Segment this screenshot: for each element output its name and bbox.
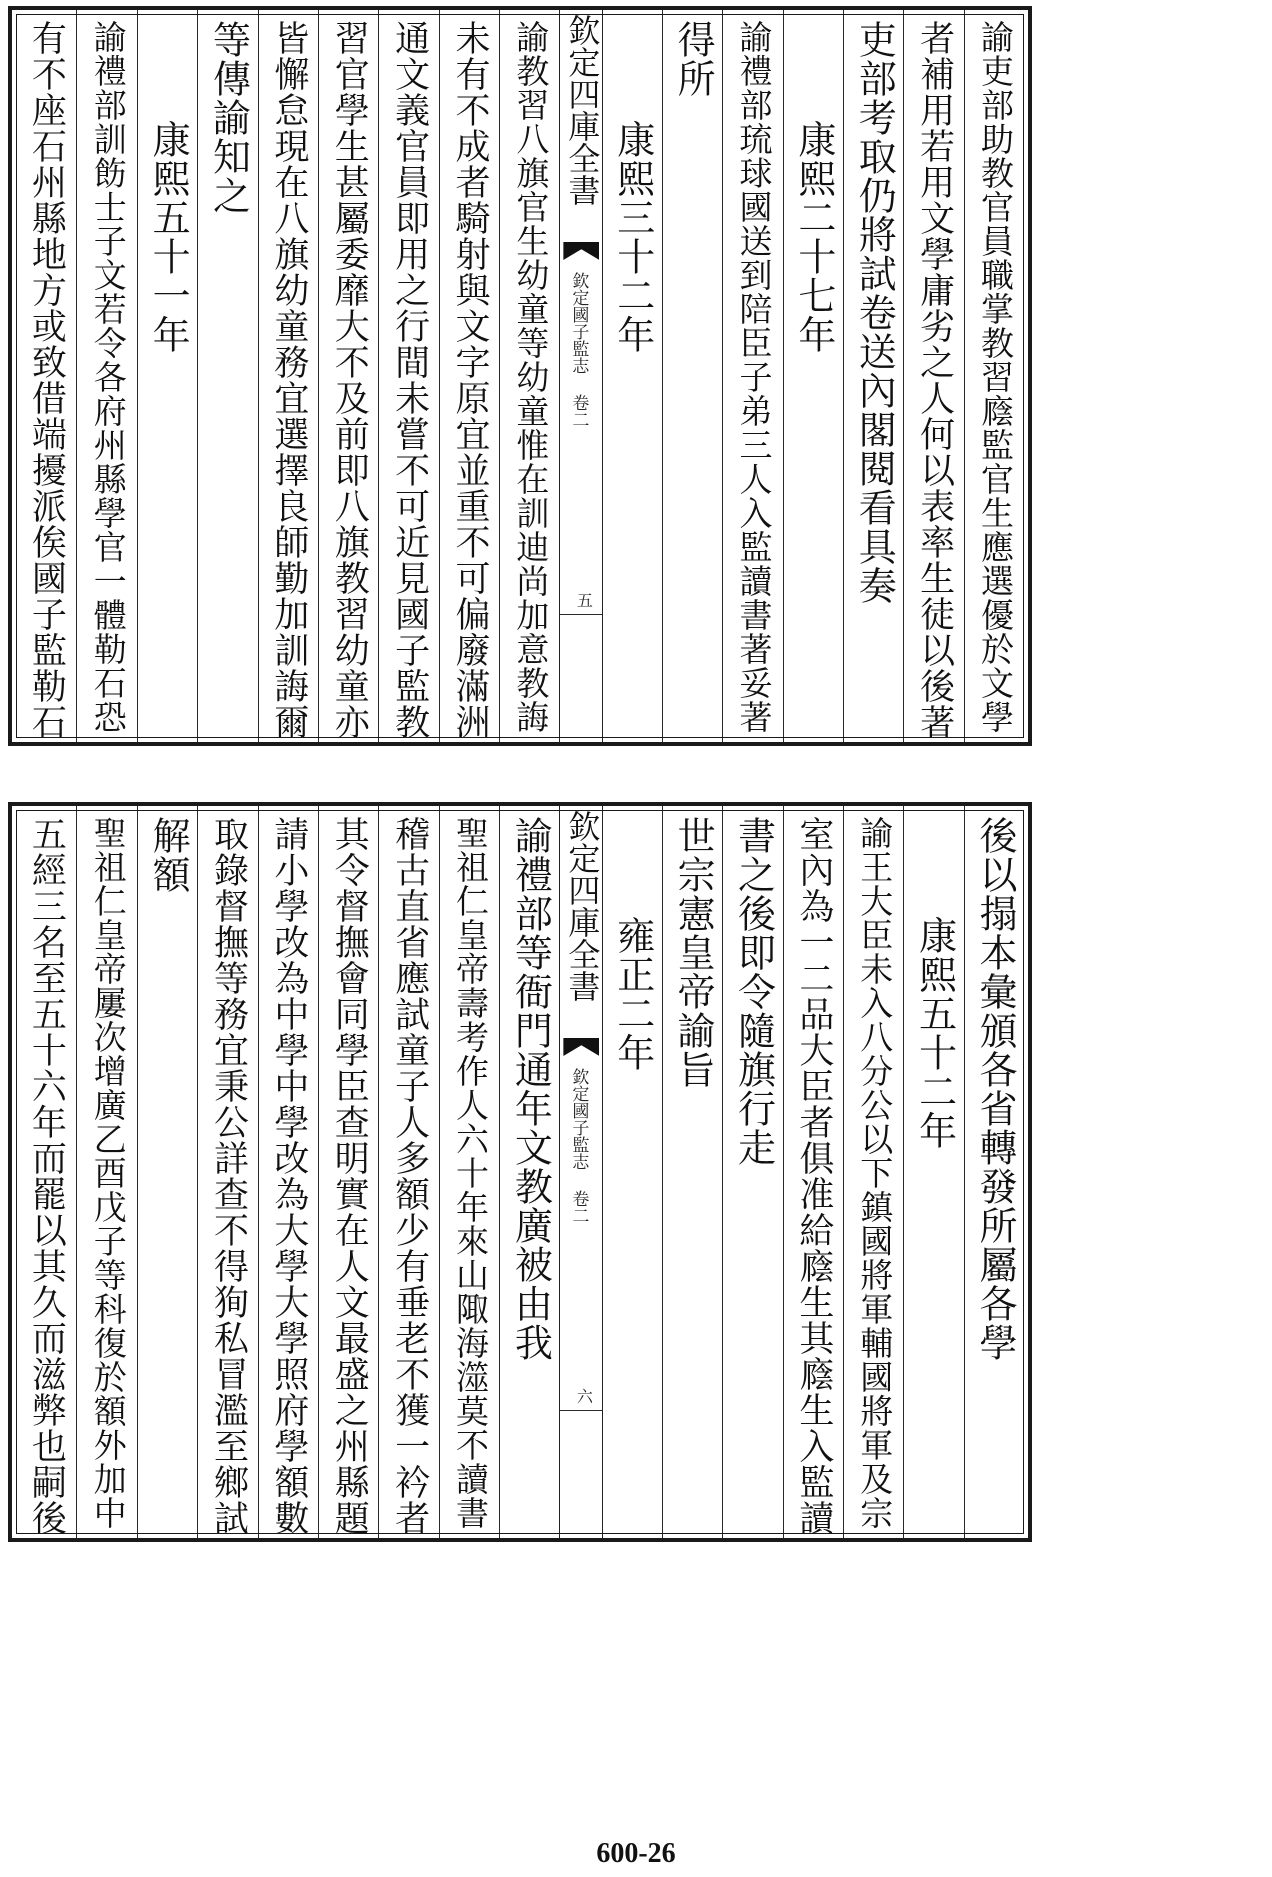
text-column (783, 806, 844, 1538)
text-column (964, 10, 1025, 742)
center-rule (560, 614, 602, 615)
text-column (662, 806, 723, 1538)
text-column (76, 10, 137, 742)
center-leaf-number: 五 (574, 592, 594, 608)
text-column (318, 10, 379, 742)
center-volume-label: 欽定國子監志 卷二 (568, 272, 589, 428)
column-text: 取錄督撫等務宜秉公詳查不得狥私冒濫至鄉試 (208, 816, 249, 1536)
text-column (499, 10, 560, 742)
fishtail-mark-icon (563, 1038, 599, 1056)
center-volume-label: 欽定國子監志 卷二 (568, 1068, 589, 1224)
text-column (439, 10, 500, 742)
center-rule (560, 1410, 602, 1411)
top-page (0, 0, 1272, 750)
text-column (499, 806, 560, 1538)
column-text: 吏部考取仍將試卷送內閣閱看具奏 (852, 20, 897, 605)
text-column (964, 806, 1025, 1538)
column-text: 諭禮部等衙門通年文教廣被由我 (508, 816, 553, 1362)
column-text: 室內為一二品大臣者俱准給廕生其廕生入監讀 (793, 816, 834, 1536)
text-column (601, 10, 662, 742)
column-text: 稽古直省應試童子人多額少有垂老不獲一衿者 (389, 816, 430, 1536)
column-text: 等傳諭知之 (206, 20, 251, 215)
text-column (76, 806, 137, 1538)
column-text: 諭禮部訓飭士子文若令各府州縣學官一體勒石恐 (88, 20, 128, 734)
text-column (722, 10, 783, 742)
text-column (137, 806, 198, 1538)
text-column (378, 806, 439, 1538)
column-text: 解額 (146, 816, 191, 894)
column-text: 諭禮部琉球國送到陪臣子弟三人入監讀書著妥著 (734, 20, 774, 734)
text-column (662, 10, 723, 742)
column-text: 諭吏部助教官員職掌教習廕監官生應選優於文學 (976, 20, 1015, 734)
text-column (843, 10, 904, 742)
page-number: 600-26 (596, 1838, 676, 1869)
text-column (378, 10, 439, 742)
column-text: 康熙三十二年 (610, 120, 655, 354)
text-column (197, 10, 258, 742)
text-column (601, 806, 662, 1538)
column-text: 諭王大臣未入八分公以下鎮國將軍輔國將軍及宗 (855, 816, 895, 1530)
bottom-page-frame (8, 802, 1032, 1542)
column-text: 康熙二十七年 (791, 120, 836, 354)
column-text: 有不座石州縣地方或致借端擾派俟國子監勒石 (26, 20, 67, 740)
text-column (258, 10, 319, 742)
bottom-page (0, 790, 1272, 1550)
text-column (258, 806, 319, 1538)
column-text: 書之後即令隨旗行走 (731, 816, 776, 1167)
center-leaf-number: 六 (574, 1388, 594, 1404)
column-text: 未有不成者騎射與文字原宜並重不可偏廢滿洲 (450, 20, 490, 740)
column-text: 者補用若用文學庸劣之人何以表率生徒以後著 (914, 20, 955, 740)
column-text: 得所 (671, 20, 716, 98)
column-text: 通文義官員即用之行間未嘗不可近見國子監教 (389, 20, 430, 740)
column-text: 康熙五十二年 (912, 916, 957, 1150)
text-column (843, 806, 904, 1538)
column-text: 其令督撫會同學臣查明實在人文最盛之州縣題 (329, 816, 370, 1536)
text-column (439, 806, 500, 1538)
text-column (197, 806, 258, 1538)
text-column (722, 806, 783, 1538)
column-text: 諭教習八旗官生幼童等幼童惟在訓迪尚加意教誨 (511, 20, 551, 734)
center-margin-panel (559, 806, 603, 1538)
top-page-frame (8, 6, 1032, 746)
center-book-title: 欽定四庫全書 (563, 14, 602, 206)
fishtail-mark-icon (563, 242, 599, 260)
text-column (137, 10, 198, 742)
column-text: 康熙五十一年 (146, 120, 191, 354)
column-text: 請小學改為中學中學改為大學大學照府學額數 (268, 816, 309, 1536)
center-margin-panel (559, 10, 603, 742)
text-column (783, 10, 844, 742)
text-column (16, 10, 76, 742)
column-text: 後以搨本彙頒各省轉發所屬各學 (973, 816, 1017, 1362)
column-text: 皆懈怠現在八旗幼童務宜選擇良師勤加訓誨爾 (268, 20, 309, 740)
column-text: 聖祖仁皇帝屢次增廣乙酉戊子等科復於額外加中 (88, 816, 128, 1530)
column-text: 雍正二年 (610, 916, 655, 1072)
text-column (318, 806, 379, 1538)
column-text: 習官學生甚屬委靡大不及前即八旗教習幼童亦 (329, 20, 370, 740)
text-column (903, 806, 964, 1538)
column-text: 世宗憲皇帝諭旨 (671, 816, 716, 1089)
column-text: 聖祖仁皇帝壽考作人六十年來山陬海澨莫不讀書 (451, 816, 490, 1530)
text-column (903, 10, 964, 742)
center-book-title: 欽定四庫全書 (563, 810, 602, 1002)
column-text: 五經三名至五十六年而罷以其久而滋弊也嗣後 (26, 816, 67, 1536)
text-column (16, 806, 76, 1538)
